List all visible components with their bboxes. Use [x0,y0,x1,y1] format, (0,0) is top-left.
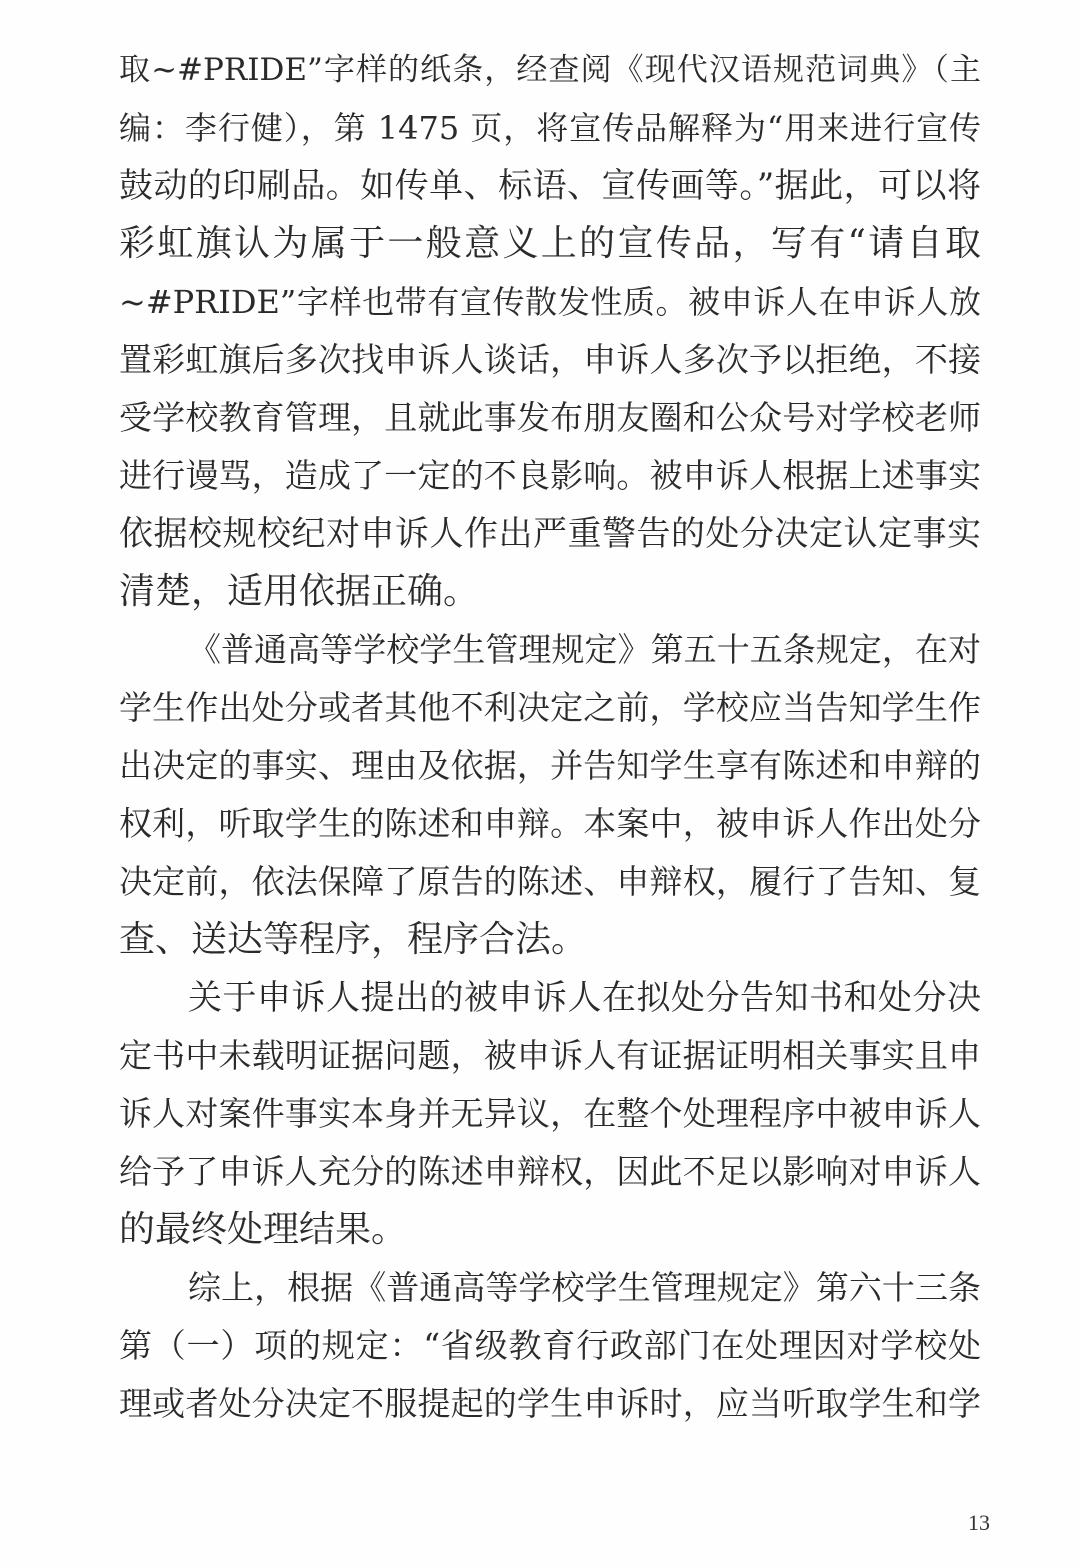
text-line: 依据校规校纪对申诉人作出严重警告的处分决定认定事实 [119,514,981,554]
text-line: 定书中未载明证据问题，被申诉人有证据证明相关事实且申 [119,1036,981,1075]
text-line: 《普通高等学校学生管理规定》第五十五条规定，在对 [188,630,981,669]
page-number: 13 [968,1510,990,1535]
text-line: 置彩虹旗后多次找申诉人谈话，申诉人多次予以拒绝，不接 [119,340,981,379]
text-line: ~#PRIDE”字样也带有宣传散发性质。被申诉人在申诉人放 [119,283,981,321]
text-line: 受学校教育管理，且就此事发布朋友圈和公众号对学校老师 [119,398,981,437]
text-line: 查、送达等程序，程序合法。 [119,920,588,960]
text-line: 鼓动的印刷品。如传单、标语、宣传画等。”据此，可以将 [119,166,981,206]
text-line: 权利，听取学生的陈述和申辩。本案中，被申诉人作出处分 [119,804,981,843]
text-line: 进行谩骂，造成了一定的不良影响。被申诉人根据上述事实 [119,456,981,495]
text-line: 给予了申诉人充分的陈述申辩权，因此不足以影响对申诉人 [119,1152,981,1191]
text-line: 第（一）项的规定：“省级教育行政部门在处理因对学校处 [119,1326,981,1365]
text-line: 诉人对案件事实本身并无异议，在整个处理程序中被申诉人 [119,1094,981,1133]
text-line: 的最终处理结果。 [119,1210,408,1250]
text-line: 学生作出处分或者其他不利决定之前，学校应当告知学生作 [119,688,981,727]
text-line: 编：李行健），第 1475 页，将宣传品解释为“用来进行宣传 [119,109,981,147]
text-line: 决定前，依法保障了原告的陈述、申辩权，履行了告知、复 [119,862,981,901]
text-line: 关于申诉人提出的被申诉人在拟处分告知书和处分决 [188,978,981,1018]
text-line: 取~#PRIDE”字样的纸条，经查阅《现代汉语规范词典》（主 [119,52,981,88]
text-line: 理或者处分决定不服提起的学生申诉时，应当听取学生和学 [119,1384,981,1423]
text-line: 出决定的事实、理由及依据，并告知学生享有陈述和申辩的 [119,746,981,785]
text-line: 清楚，适用依据正确。 [119,572,480,612]
text-line: 彩虹旗认为属于一般意义上的宣传品，写有“请自取 [119,224,981,264]
text-line: 综上，根据《普通高等学校学生管理规定》第六十三条 [188,1268,981,1307]
